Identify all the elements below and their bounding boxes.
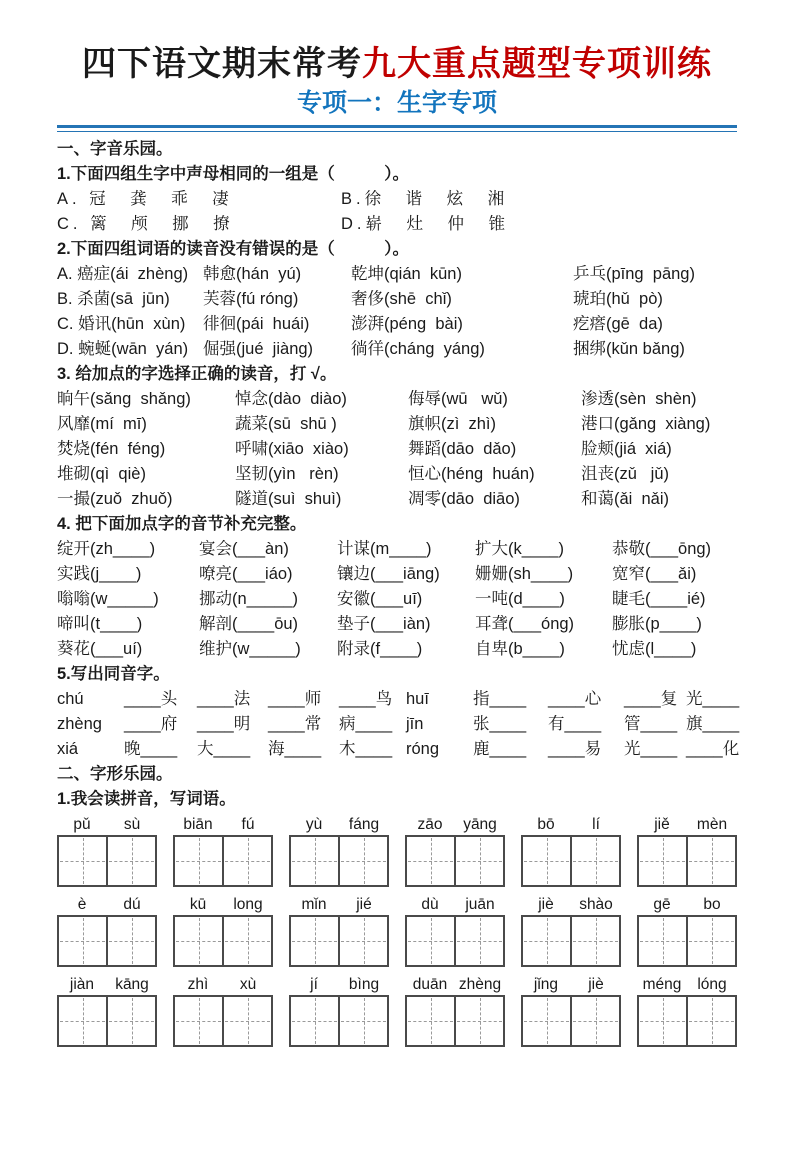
word-item: D.崭 灶 仲 锥 xyxy=(341,214,509,233)
writing-cell[interactable] xyxy=(407,997,454,1045)
pinyin-word-group xyxy=(173,974,273,1047)
writing-cell[interactable] xyxy=(454,997,503,1045)
pinyin-syllable: pǔ xyxy=(73,815,91,833)
word-item: 光____ xyxy=(686,689,740,708)
word-item: 管____ xyxy=(624,714,678,733)
pinyin-syllable: lí xyxy=(592,815,600,833)
pinyin-syllable: xù xyxy=(239,975,257,993)
word-item: 计谋(m____) xyxy=(337,539,432,558)
writing-cell[interactable] xyxy=(338,997,387,1045)
word-item: 扩大(k____) xyxy=(475,539,564,558)
pinyin-syllable: dú xyxy=(123,895,141,913)
writing-cell[interactable] xyxy=(639,917,686,965)
pinyin-label xyxy=(637,974,737,995)
word-item: C. 婚讯(hūn xùn) xyxy=(57,314,186,333)
writing-box xyxy=(57,995,157,1047)
page-title xyxy=(57,44,737,85)
word-row xyxy=(57,637,737,662)
word-item: 姗姗(sh____) xyxy=(475,564,574,583)
word-item: huī xyxy=(406,689,429,708)
writing-box xyxy=(637,915,737,967)
pinyin-word-group xyxy=(173,894,273,967)
writing-cell[interactable] xyxy=(59,837,106,885)
pinyin-syllable: mǐn xyxy=(301,895,327,913)
word-item: 一撮(zuǒ zhuǒ) xyxy=(57,489,173,508)
word-item: 有____ xyxy=(548,714,602,733)
pinyin-label xyxy=(57,974,157,995)
pinyin-syllable: jí xyxy=(310,975,318,993)
word-item: 病____ xyxy=(339,714,393,733)
pinyin-word-group xyxy=(57,894,157,967)
word-item: 坚韧(yìn rèn) xyxy=(235,464,339,483)
word-item: ____师 xyxy=(268,689,322,708)
section1-heading: 一、字音乐园。 xyxy=(57,139,173,158)
pinyin-label xyxy=(521,814,621,835)
pinyin-word-group xyxy=(57,974,157,1047)
pinyin-word-group xyxy=(173,814,273,887)
word-item: ____复 xyxy=(624,689,678,708)
word-item: 耳聋(___óng) xyxy=(475,614,575,633)
pinyin-syllable: zhì xyxy=(187,975,209,993)
word-row xyxy=(57,262,737,287)
word-item: 葵花(___uí) xyxy=(57,639,143,658)
word-item: ____易 xyxy=(548,739,602,758)
pinyin-syllable: long xyxy=(233,895,263,913)
word-row xyxy=(57,187,737,212)
page-subtitle: 专项一：生字专项 xyxy=(296,88,497,117)
word-item: 疙瘩(gē da) xyxy=(573,314,663,333)
word-item: 维护(w_____) xyxy=(199,639,301,658)
pinyin-word-group xyxy=(405,814,505,887)
pinyin-label xyxy=(289,974,389,995)
q3-items xyxy=(57,387,737,512)
writing-cell[interactable] xyxy=(175,917,222,965)
word-item: 旗帜(zì zhì) xyxy=(408,414,497,433)
word-item: ____明 xyxy=(197,714,251,733)
word-item: ____头 xyxy=(124,689,178,708)
q2-stem: 2.下面四组词语的读音没有错误的是（ ）。 xyxy=(57,239,410,258)
q2-options xyxy=(57,262,737,362)
word-item: ____心 xyxy=(548,689,602,708)
pinyin-label xyxy=(173,894,273,915)
word-row xyxy=(57,737,740,762)
word-item: 镶边(___iāng) xyxy=(337,564,440,583)
word-item: 隧道(suì shuì) xyxy=(235,489,342,508)
pinyin-word-group xyxy=(405,894,505,967)
word-item: 大____ xyxy=(197,739,251,758)
pinyin-word-group xyxy=(521,894,621,967)
word-item: 风靡(mí mī) xyxy=(57,414,147,433)
pinyin-syllable: duān xyxy=(412,975,448,993)
writing-cell[interactable] xyxy=(291,997,338,1045)
word-item: 凋零(dāo diāo) xyxy=(408,489,520,508)
pinyin-label xyxy=(289,894,389,915)
writing-cell[interactable] xyxy=(570,997,619,1045)
writing-box xyxy=(405,995,505,1047)
writing-box xyxy=(289,835,389,887)
writing-cell[interactable] xyxy=(407,917,454,965)
q4-stem: 4. 把下面加点字的音节补充完整。 xyxy=(57,514,307,533)
word-row xyxy=(57,537,737,562)
word-item: 光____ xyxy=(624,739,678,758)
pinyin-word-group xyxy=(57,814,157,887)
pinyin-syllable: jiě xyxy=(654,815,670,833)
writing-box xyxy=(173,915,273,967)
word-row xyxy=(57,712,740,737)
word-row xyxy=(57,462,737,487)
word-item: ____法 xyxy=(197,689,251,708)
word-item: 焚烧(fén féng) xyxy=(57,439,166,458)
writing-cell[interactable] xyxy=(106,997,155,1045)
word-row xyxy=(57,387,737,412)
word-row xyxy=(57,437,737,462)
pinyin-syllable: kū xyxy=(189,895,207,913)
word-item: 徘徊(pái huái) xyxy=(203,314,310,333)
writing-cell[interactable] xyxy=(338,917,387,965)
word-item: 垫子(___iàn) xyxy=(337,614,431,633)
pinyin-syllable: bō xyxy=(537,815,555,833)
pinyin-syllable: gē xyxy=(653,895,671,913)
pinyin-label xyxy=(173,814,273,835)
writing-cell[interactable] xyxy=(570,837,619,885)
word-item: ____常 xyxy=(268,714,322,733)
writing-cell[interactable] xyxy=(639,997,686,1045)
pinyin-syllable: yāng xyxy=(463,815,497,833)
word-row xyxy=(57,687,740,712)
writing-box xyxy=(521,915,621,967)
word-item: chú xyxy=(57,689,84,708)
pinyin-label xyxy=(57,894,157,915)
pinyin-syllable: fáng xyxy=(348,815,380,833)
word-item: 忧虑(l____) xyxy=(612,639,697,658)
pinyin-syllable: fú xyxy=(241,815,255,833)
pinyin-label xyxy=(637,894,737,915)
writing-cell[interactable] xyxy=(454,917,503,965)
word-item: 鹿____ xyxy=(473,739,527,758)
title-red-part: 九大重点题型专项训练 xyxy=(362,45,712,83)
writing-box xyxy=(637,995,737,1047)
writing-box xyxy=(405,835,505,887)
word-item: 晚____ xyxy=(124,739,178,758)
word-item: 舞蹈(dāo dǎo) xyxy=(408,439,517,458)
word-item: 旗____ xyxy=(686,714,740,733)
word-item: 韩愈(hán yú) xyxy=(203,264,302,283)
pinyin-word-group xyxy=(289,894,389,967)
writing-cell[interactable] xyxy=(222,917,271,965)
word-item: 海____ xyxy=(268,739,322,758)
word-item: 嘹亮(___iáo) xyxy=(199,564,293,583)
writing-cell[interactable] xyxy=(523,837,570,885)
word-item: A. 癌症(ái zhèng) xyxy=(57,264,189,283)
word-item: 澎湃(péng bài) xyxy=(351,314,463,333)
word-item: ____府 xyxy=(124,714,178,733)
writing-box xyxy=(521,835,621,887)
pinyin-syllable: yù xyxy=(305,815,323,833)
pinyin-syllable: juān xyxy=(465,895,495,913)
worksheet-page xyxy=(0,44,793,1047)
section2-heading: 二、字形乐园。 xyxy=(57,764,173,783)
pinyin-word-group xyxy=(405,974,505,1047)
writing-box xyxy=(289,915,389,967)
pinyin-label xyxy=(637,814,737,835)
pinyin-syllable: è xyxy=(77,895,87,913)
word-item: 悼念(dào diào) xyxy=(235,389,347,408)
word-item: C. 篱 颅 挪 撩 xyxy=(57,214,234,233)
writing-box xyxy=(405,915,505,967)
pinyin-word-group xyxy=(637,974,737,1047)
word-item: 恭敬(___ōng) xyxy=(612,539,712,558)
writing-box xyxy=(57,915,157,967)
writing-cell[interactable] xyxy=(291,917,338,965)
word-item: 附录(f____) xyxy=(337,639,423,658)
word-row xyxy=(57,412,737,437)
pinyin-syllable: bo xyxy=(703,895,721,913)
word-item: 宽窄(___ǎi) xyxy=(612,564,697,583)
writing-cell[interactable] xyxy=(454,837,503,885)
word-item: 脸颊(jiá xiá) xyxy=(581,439,672,458)
pinyin-label xyxy=(289,814,389,835)
word-item: 呼啸(xiāo xiào) xyxy=(235,439,349,458)
writing-cell[interactable] xyxy=(338,837,387,885)
writing-cell[interactable] xyxy=(407,837,454,885)
word-item: 乾坤(qián kūn) xyxy=(351,264,462,283)
writing-cell[interactable] xyxy=(523,917,570,965)
pinyin-grid-row xyxy=(57,894,737,967)
word-row xyxy=(57,337,737,362)
pinyin-syllable: dù xyxy=(421,895,439,913)
pinyin-syllable: shào xyxy=(579,895,613,913)
writing-cell[interactable] xyxy=(59,997,106,1045)
q1-stem: 1.下面四组生字中声母相同的一组是（ ）。 xyxy=(57,164,410,183)
word-item: 沮丧(zǔ jǔ) xyxy=(581,464,670,483)
pinyin-word-group xyxy=(289,814,389,887)
word-item: D. 蜿蜒(wān yán) xyxy=(57,339,189,358)
word-item: 堆砌(qì qiè) xyxy=(57,464,146,483)
word-item: 恒心(héng huán) xyxy=(408,464,535,483)
word-item: 啼叫(t____) xyxy=(57,614,143,633)
title-black-part: 四下语文期末常考 xyxy=(82,45,362,83)
word-item: B. 杀菌(sā jūn) xyxy=(57,289,170,308)
word-item: 侮辱(wū wǔ) xyxy=(408,389,508,408)
word-row xyxy=(57,312,737,337)
word-item: xiá xyxy=(57,739,79,758)
writing-box xyxy=(521,995,621,1047)
word-item: 睫毛(____ié) xyxy=(612,589,706,608)
writing-cell[interactable] xyxy=(175,997,222,1045)
word-item: 芙蓉(fú róng) xyxy=(203,289,299,308)
writing-box xyxy=(637,835,737,887)
writing-box xyxy=(289,995,389,1047)
pinyin-syllable: lóng xyxy=(697,975,727,993)
word-item: ____鸟 xyxy=(339,689,393,708)
pinyin-syllable: jǐng xyxy=(533,975,559,993)
word-item: 港口(gǎng xiàng) xyxy=(581,414,711,433)
word-item: 自卑(b____) xyxy=(475,639,565,658)
writing-cell[interactable] xyxy=(106,837,155,885)
pinyin-syllable: biān xyxy=(183,815,213,833)
header-divider xyxy=(57,125,737,132)
q4-items xyxy=(57,537,737,662)
pinyin-syllable: jié xyxy=(356,895,372,913)
word-item: 实践(j____) xyxy=(57,564,142,583)
q5-stem: 5.写出同音字。 xyxy=(57,664,170,683)
word-item: 绽开(zh____) xyxy=(57,539,156,558)
writing-cell[interactable] xyxy=(291,837,338,885)
pinyin-syllable: zāo xyxy=(417,815,443,833)
word-row xyxy=(57,587,737,612)
word-item: 晌午(sǎng shǎng) xyxy=(57,389,191,408)
writing-box xyxy=(173,995,273,1047)
word-item: A. 冠 龚 乖 凄 xyxy=(57,189,233,208)
pinyin-word-group xyxy=(289,974,389,1047)
pinyin-label xyxy=(173,974,273,995)
pinyin-label xyxy=(521,974,621,995)
writing-cell[interactable] xyxy=(639,837,686,885)
q1-options xyxy=(57,187,737,237)
word-item: 捆绑(kǔn bǎng) xyxy=(573,339,685,358)
pinyin-syllable: jiè xyxy=(588,975,604,993)
writing-cell[interactable] xyxy=(523,997,570,1045)
writing-cell[interactable] xyxy=(686,997,735,1045)
word-item: zhèng xyxy=(57,714,102,733)
pinyin-syllable: bìng xyxy=(348,975,380,993)
word-item: 琥珀(hǔ pò) xyxy=(573,289,663,308)
pinyin-syllable: jiè xyxy=(538,895,554,913)
word-row xyxy=(57,612,737,637)
pinyin-label xyxy=(405,894,505,915)
word-item: 膨胀(p____) xyxy=(612,614,702,633)
word-item: 一吨(d____) xyxy=(475,589,565,608)
writing-cell[interactable] xyxy=(106,917,155,965)
word-row xyxy=(57,487,737,512)
word-item: róng xyxy=(406,739,440,758)
writing-cell[interactable] xyxy=(222,837,271,885)
pinyin-word-group xyxy=(637,814,737,887)
writing-cell[interactable] xyxy=(686,917,735,965)
word-item: 奢侈(shē chǐ) xyxy=(351,289,452,308)
pinyin-syllable: zhèng xyxy=(458,975,502,993)
pinyin-label xyxy=(405,814,505,835)
word-row xyxy=(57,287,737,312)
word-item: 徜徉(cháng yáng) xyxy=(351,339,485,358)
word-item: 张____ xyxy=(473,714,527,733)
pinyin-word-group xyxy=(521,974,621,1047)
pinyin-syllable: méng xyxy=(642,975,682,993)
word-row xyxy=(57,212,737,237)
writing-cell[interactable] xyxy=(570,917,619,965)
pinyin-grid-row xyxy=(57,974,737,1047)
word-item: 倔强(jué jiàng) xyxy=(203,339,314,358)
word-item: 指____ xyxy=(473,689,527,708)
pinyin-syllable: sù xyxy=(123,815,141,833)
word-item: 渗透(sèn shèn) xyxy=(581,389,697,408)
pinyin-label xyxy=(521,894,621,915)
pinyin-label xyxy=(405,974,505,995)
word-item: 解剖(____ōu) xyxy=(199,614,299,633)
word-item: ____化 xyxy=(686,739,740,758)
q5-items xyxy=(57,687,740,762)
pinyin-word-group xyxy=(637,894,737,967)
pinyin-syllable: mèn xyxy=(696,815,728,833)
pinyin-writing-area xyxy=(57,814,737,1047)
pinyin-syllable: kāng xyxy=(115,975,149,993)
writing-cell[interactable] xyxy=(175,837,222,885)
writing-box xyxy=(57,835,157,887)
word-item: 和蔼(ǎi nǎi) xyxy=(581,489,670,508)
q3-stem: 3. 给加点的字选择正确的读音，打 √。 xyxy=(57,364,337,383)
pinyin-grid-row xyxy=(57,814,737,887)
word-item: 乒乓(pīng pāng) xyxy=(573,264,695,283)
pinyin-syllable: jiàn xyxy=(69,975,95,993)
s2q1-stem: 1.我会读拼音，写词语。 xyxy=(57,789,236,808)
pinyin-label xyxy=(57,814,157,835)
writing-cell[interactable] xyxy=(222,997,271,1045)
word-item: 宴会(___àn) xyxy=(199,539,289,558)
word-item: 安徽(___uī) xyxy=(337,589,423,608)
pinyin-word-group xyxy=(521,814,621,887)
word-item: 嗡嗡(w_____) xyxy=(57,589,159,608)
writing-cell[interactable] xyxy=(686,837,735,885)
word-item: jīn xyxy=(406,714,424,733)
writing-box xyxy=(173,835,273,887)
word-row xyxy=(57,562,737,587)
word-item: 蔬菜(sū shū ) xyxy=(235,414,337,433)
word-item: 挪动(n_____) xyxy=(199,589,299,608)
writing-cell[interactable] xyxy=(59,917,106,965)
word-item: B.徐 谐 炫 湘 xyxy=(341,189,509,208)
word-item: 木____ xyxy=(339,739,393,758)
